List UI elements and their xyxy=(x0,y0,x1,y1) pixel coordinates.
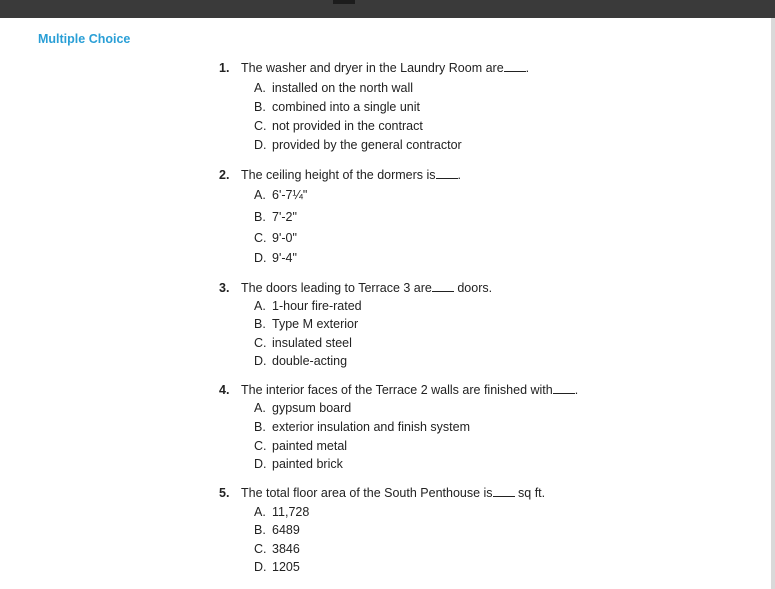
option-letter: A. xyxy=(254,505,266,519)
option-1c xyxy=(254,119,423,134)
option-5a xyxy=(254,505,309,520)
answer-blank xyxy=(436,167,458,179)
option-letter: C. xyxy=(254,542,267,556)
question-text: The ceiling height of the dormers is xyxy=(241,168,436,182)
option-4a xyxy=(254,401,351,416)
option-text: 11,728 xyxy=(272,505,310,519)
option-3b xyxy=(254,317,358,332)
option-3c xyxy=(254,336,352,351)
option-text: Type M exterior xyxy=(272,317,359,331)
question-number: 2. xyxy=(219,168,230,182)
option-text: exterior insulation and finish system xyxy=(272,420,471,434)
option-letter: B. xyxy=(254,317,266,331)
option-text: painted brick xyxy=(272,457,343,471)
question-number: 4. xyxy=(219,383,230,397)
question-2 xyxy=(219,167,461,183)
option-1b xyxy=(254,100,420,115)
answer-blank xyxy=(432,280,454,292)
question-3 xyxy=(219,280,492,296)
option-text: installed on the north wall xyxy=(272,81,414,95)
option-1a xyxy=(254,81,413,96)
option-text: painted metal xyxy=(272,439,348,453)
option-3d xyxy=(254,354,347,369)
option-2c xyxy=(254,231,297,246)
question-text-end: . xyxy=(525,61,530,75)
question-text: The interior faces of the Terrace 2 walls are finished with xyxy=(241,383,553,397)
question-1 xyxy=(219,60,529,76)
question-text-end: sq ft. xyxy=(514,486,546,500)
option-letter: B. xyxy=(254,210,266,224)
option-text: combined into a single unit xyxy=(272,100,421,114)
question-number: 3. xyxy=(219,281,230,295)
viewer-toolbar xyxy=(0,0,775,18)
option-text: 9'-0" xyxy=(272,231,297,245)
option-text: 3846 xyxy=(272,542,300,556)
option-text: 1-hour fire-rated xyxy=(272,299,362,313)
option-2d xyxy=(254,251,297,266)
option-5c xyxy=(254,542,300,557)
option-text: insulated steel xyxy=(272,336,352,350)
toolbar-tab-indicator xyxy=(333,0,355,4)
option-text: provided by the general contractor xyxy=(272,138,462,152)
option-letter: D. xyxy=(254,560,267,574)
answer-blank xyxy=(493,485,515,497)
option-letter: C. xyxy=(254,231,267,245)
section-title: Multiple Choice xyxy=(38,32,131,46)
question-text-end: . xyxy=(457,168,462,182)
option-text: 6489 xyxy=(272,523,300,537)
option-letter: B. xyxy=(254,100,266,114)
question-5 xyxy=(219,485,545,501)
option-text: gypsum board xyxy=(272,401,352,415)
option-text: 7'-2" xyxy=(272,210,297,224)
option-2b xyxy=(254,210,297,225)
option-2a xyxy=(254,188,307,203)
option-letter: B. xyxy=(254,523,266,537)
option-letter: A. xyxy=(254,188,266,202)
option-4c xyxy=(254,439,347,454)
option-text: 9'-4" xyxy=(272,251,297,265)
option-letter: C. xyxy=(254,336,267,350)
question-text: The washer and dryer in the Laundry Room are xyxy=(241,61,504,75)
option-letter: B. xyxy=(254,420,266,434)
answer-blank xyxy=(504,60,526,72)
option-letter: D. xyxy=(254,251,267,265)
option-5d xyxy=(254,560,300,575)
option-text: 6'-7¼" xyxy=(272,188,308,202)
option-5b xyxy=(254,523,300,538)
option-letter: C. xyxy=(254,439,267,453)
answer-blank xyxy=(553,382,575,394)
question-text-end: doors. xyxy=(453,281,493,295)
option-4b xyxy=(254,420,470,435)
option-text: double-acting xyxy=(272,354,348,368)
option-letter: D. xyxy=(254,457,267,471)
option-text: not provided in the contract xyxy=(272,119,423,133)
question-number: 1. xyxy=(219,61,230,75)
option-letter: A. xyxy=(254,299,266,313)
question-text: The doors leading to Terrace 3 are xyxy=(241,281,432,295)
option-4d xyxy=(254,457,343,472)
question-text-end: . xyxy=(574,383,579,397)
option-letter: D. xyxy=(254,354,267,368)
question-number: 5. xyxy=(219,486,230,500)
question-4 xyxy=(219,382,578,398)
page-edge-shadow xyxy=(771,18,775,589)
option-text: 1205 xyxy=(272,560,300,574)
option-letter: A. xyxy=(254,81,266,95)
option-letter: D. xyxy=(254,138,267,152)
option-1d xyxy=(254,138,462,153)
option-3a xyxy=(254,299,362,314)
option-letter: C. xyxy=(254,119,267,133)
question-text: The total floor area of the South Penthouse is xyxy=(241,486,493,500)
option-letter: A. xyxy=(254,401,266,415)
